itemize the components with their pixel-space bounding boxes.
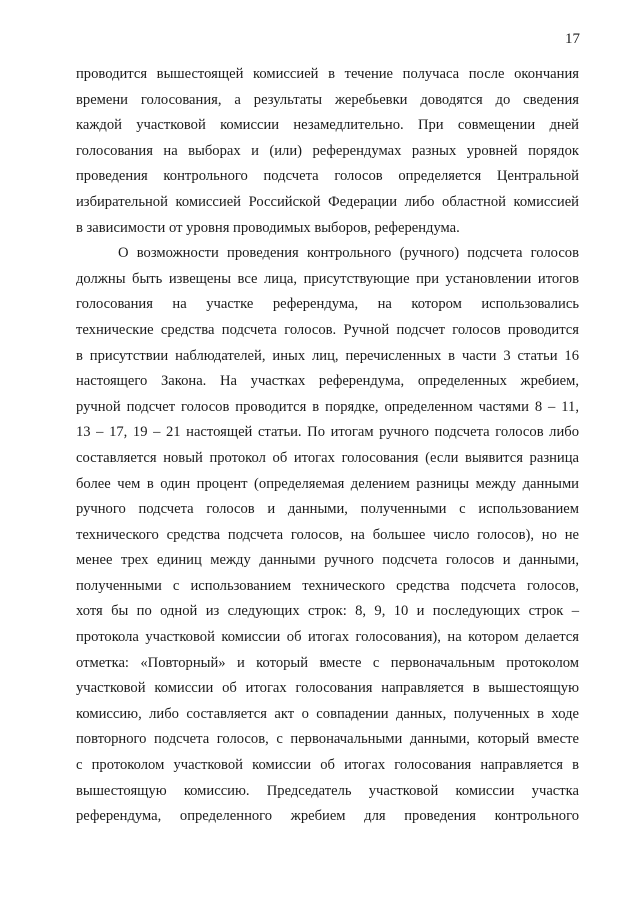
paragraph-1 (76, 62, 579, 241)
text-line: проводится вышестоящей комиссией в течение получаса после окончания (76, 66, 579, 82)
text-line: должны быть извещены все лица, присутствующие при установлении итогов (76, 270, 579, 287)
text-line: хотя бы по одной из следующих строк: 8, 9, 10 и последующих строк – (76, 603, 579, 620)
text-line: протокола участковой комиссии об итогах голосования), на котором делается (76, 629, 579, 646)
text-line: голосования на выборах и (или) референдумах разных уровней порядок (76, 142, 579, 159)
text-line: вышестоящую комиссию. Председатель участковой комиссии участка (76, 782, 579, 799)
text-line: технические средства подсчета голосов. Ручной подсчет голосов проводится (76, 321, 579, 338)
text-line: в присутствии наблюдателей, иных лиц, перечисленных в части 3 статьи 16 (76, 347, 579, 364)
text-line: с протоколом участковой комиссии об итогах голосования направляется в (76, 757, 579, 774)
text-line: отметка: «Повторный» и который вместе с первоначальным протоколом (76, 654, 579, 671)
text-line: ручной подсчет голосов проводится в порядке, определенном частями 8 – 11, (76, 398, 579, 415)
text-line: составляется новый протокол об итогах голосования (если выявится разница (76, 449, 579, 466)
text-line: менее трех единиц между данными ручного подсчета голосов и данными, (76, 552, 579, 569)
text-line: избирательной комиссией Российской Федерации либо областной комиссией (76, 193, 579, 210)
text-line: участковой комиссии об итогах голосования направляется в вышестоящую (76, 680, 579, 697)
text-line: каждой участковой комиссии незамедлительно. При совмещении дней (76, 117, 579, 134)
text-line: 13 – 17, 19 – 21 настоящей статьи. По итогам ручного подсчета голосов либо (76, 424, 579, 441)
text-line: повторного подсчета голосов, с первоначальными данными, который вместе (76, 731, 579, 748)
text-line: технического средства подсчета голосов, на большее число голосов), но не (76, 526, 579, 543)
paragraph-2 (76, 241, 579, 830)
text-line: комиссию, либо составляется акт о совпадении данных, полученных в ходе (76, 705, 579, 722)
page-number: 17 (565, 31, 580, 47)
text-line: референдума, определенного жребием для проведения контрольного (76, 808, 579, 825)
text-line: полученными с использованием технического средства подсчета голосов, (76, 577, 579, 594)
text-line: проведения контрольного подсчета голосов определяется Центральной (76, 168, 579, 185)
text-line: настоящего Закона. На участках референдума, определенных жребием, (76, 373, 579, 390)
text-line: голосования на участке референдума, на котором использовались (76, 296, 579, 313)
text-line: времени голосования, а результаты жеребьевки доводятся до сведения (76, 91, 579, 108)
document-body (76, 62, 579, 830)
text-line: в зависимости от уровня проводимых выборов, референдума. (76, 219, 460, 236)
text-line: более чем в один процент (определяемая делением разницы между данными (76, 475, 579, 492)
text-line: О возможности проведения контрольного (ручного) подсчета голосов (118, 245, 579, 262)
text-line: ручного подсчета голосов и данными, полученными с использованием (76, 501, 579, 518)
